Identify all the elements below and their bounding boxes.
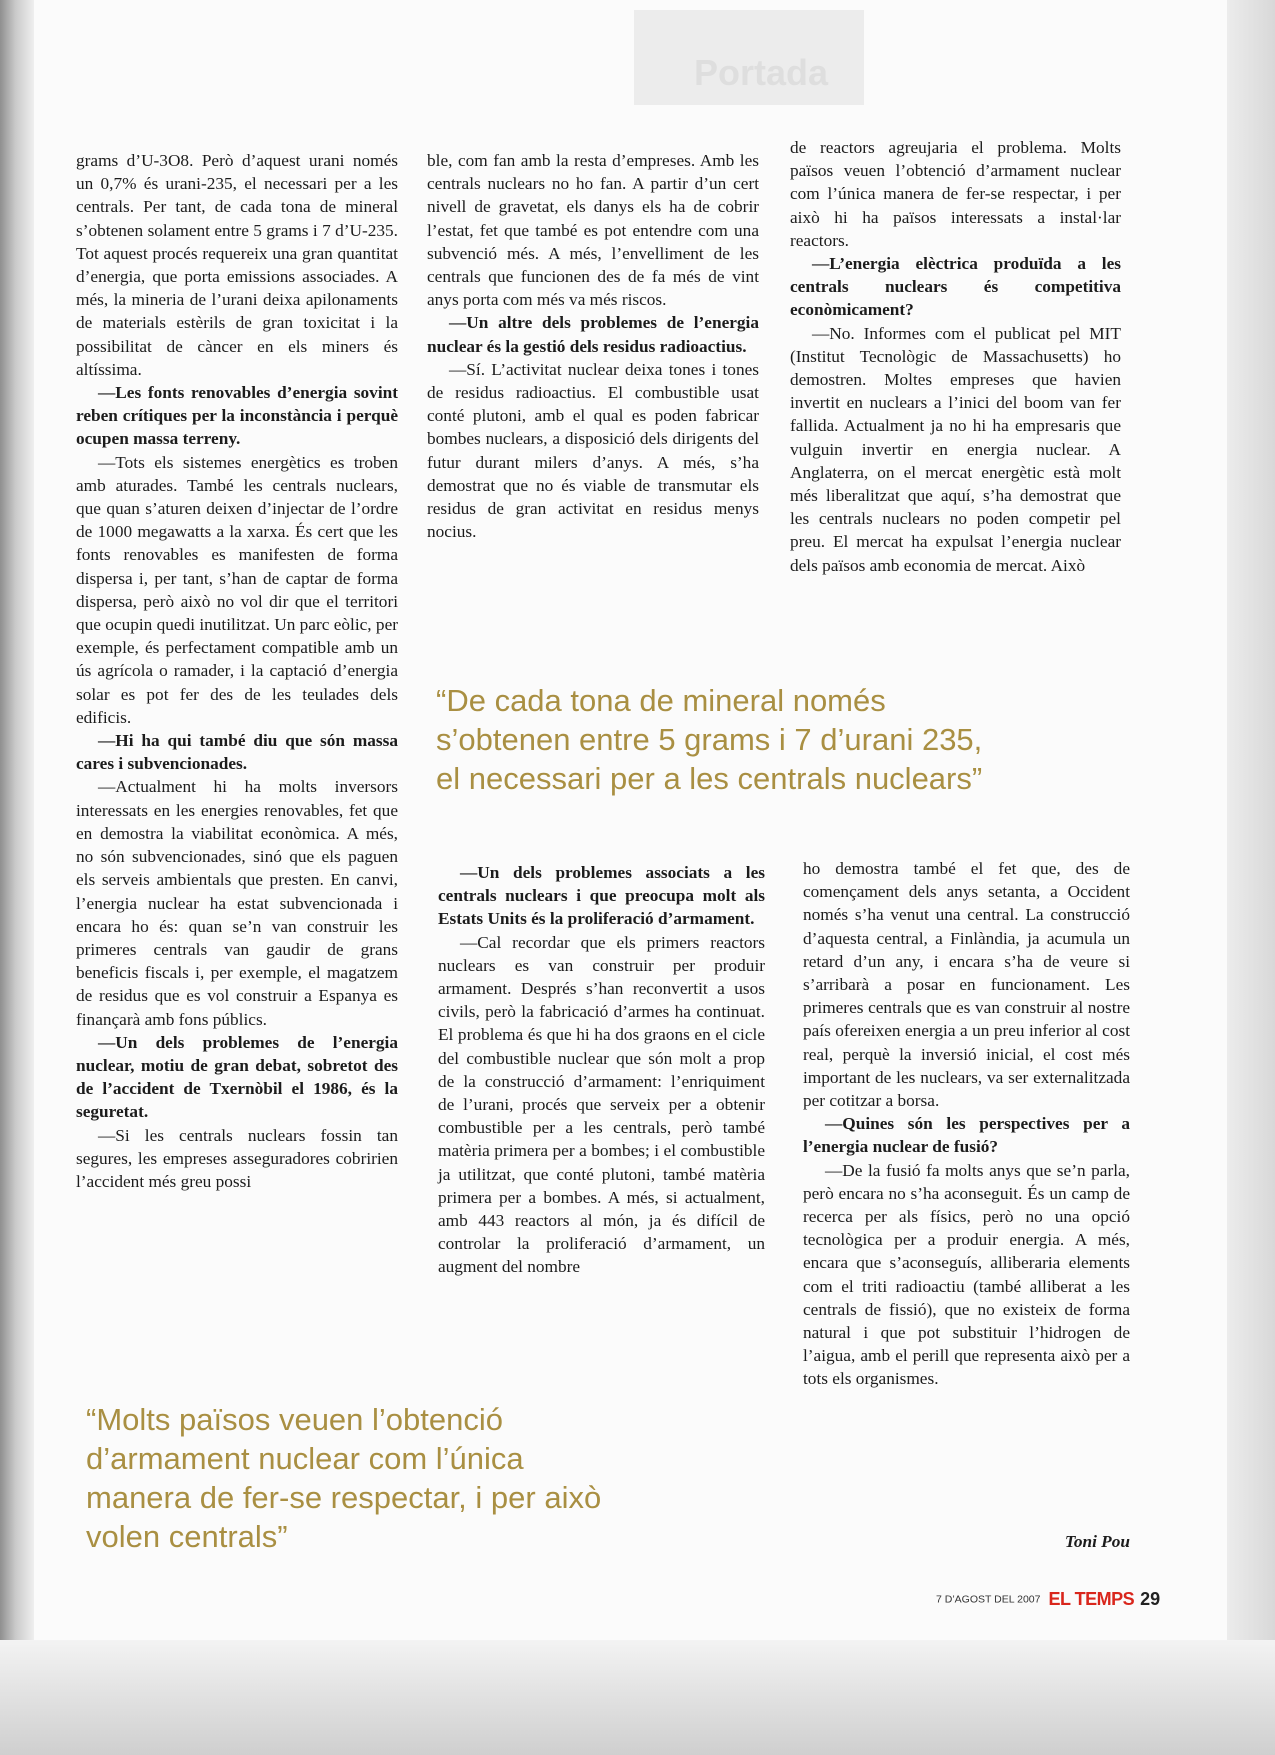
article-paragraph: —No. Informes com el publicat pel MIT (Institut Tecnològic de Massachusetts) ho demostren. Moltes empreses que havien invertit en nuclears a l’inici del boom van fer fallida. Actualment ja no hi ha empresaris que vulguin invertir en energia nuclear. A Anglaterra, on el mercat energètic està molt més liberalitzat que aquí, s’ha demostrat que les centrals nuclears no poden competir pel preu. El mercat ha expulsat l’energia nuclear dels països amb economia de mercat. Això — [790, 323, 1121, 575]
pull-quote-line: volen centrals” — [86, 1519, 288, 1554]
pull-quote-uranium — [436, 681, 1136, 798]
article-paragraph: —Tots els sistemes energètics es troben amb aturades. També les centrals nuclears, que quan s’aturen deixen d’injectar de l’ordre de 1000 megawatts a la xarxa. És cert que les fonts renovables es manifesten de forma dispersa i, per tant, s’han de captar de forma dispersa, però això no vol dir que el territori que ocupin quedi inutilitzat. Un parc eòlic, per exemple, és perfectament compatible amb un ús agrícola o ramader, i la captació d’energia solar es pot fer des de les teulades dels edificis. — [76, 452, 398, 727]
pull-quote-line: el necessari per a les centrals nuclears” — [436, 761, 983, 796]
article-paragraph: de reactors agreujaria el problema. Molts països veuen l’obtenció d’armament nuclear com l’única manera de fer-se respectar, i per això hi ha països interessats a instal·lar reactors. — [790, 138, 1121, 250]
article-column-3-top — [790, 136, 1121, 577]
interview-question: —Un dels problemes de l’energia nuclear, motiu de gran debat, sobretot des de l’accident de Txernòbil el 1986, és la seguretat. — [76, 1032, 398, 1122]
page-number: 29 — [1140, 1589, 1161, 1609]
article-signature-wrap — [803, 1518, 1130, 1553]
article-column-1 — [76, 149, 398, 1193]
pull-quote-line: “De cada tona de mineral només — [436, 683, 886, 718]
article-column-2-top — [427, 149, 759, 543]
scan-edge-right — [1227, 0, 1275, 1755]
article-column-2-bottom — [438, 861, 765, 1279]
scan-edge-bottom — [0, 1640, 1275, 1755]
pull-quote-line: manera de fer-se respectar, i per això — [86, 1480, 602, 1515]
interview-question: —L’energia elèctrica produïda a les centrals nuclears és competitiva econòmicament? — [790, 254, 1121, 320]
article-paragraph: ble, com fan amb la resta d’empreses. Amb les centrals nuclears no ho fan. A partir d’un cert nivell de gravetat, els danys els ha de cobrir l’estat, fet que també es pot entendre com una subvenció més. A més, l’envelliment de les centrals que funcionen des de fa més de vint anys porta com més va més riscos. — [427, 151, 759, 310]
article-paragraph: —De la fusió fa molts anys que se’n parla, però encara no s’ha aconseguit. És un camp de recerca per als físics, però no una opció tecnològica per a produir energia. A més, encara que s’aconseguís, alliberaria elements com el triti radioactiu (també alliberat a les centrals de fissió), que no existeix de forma natural i que pot substituir l’hidrogen de l’aigua, amb el perill que representa això per a tots els organismes. — [803, 1160, 1130, 1389]
interview-question: —Quines són les perspectives per a l’energia nuclear de fusió? — [803, 1114, 1130, 1157]
article-paragraph: —Actualment hi ha molts inversors interessats en les energies renovables, fet que en demostra la viabilitat econòmica. A més, no són subvencionades, sinó que els paguen els serveis ambientals que presten. En canvi, l’energia nuclear ha estat subvencionada i encara ho és: quan se’n van construir les primeres centrals van gaudir de grans beneficis fiscals i, per exemple, el magatzem de residus que es vol construir a Espanya es finançarà amb fons públics. — [76, 777, 398, 1029]
article-paragraph: —Si les centrals nuclears fossin tan segures, les empreses asseguradores cobririen l’accident més greu possi — [76, 1125, 398, 1191]
article-signature: Toni Pou — [1064, 1532, 1130, 1551]
pull-quote-line: s’obtenen entre 5 grams i 7 d’urani 235, — [436, 722, 983, 757]
show-through-section-label: Portada — [694, 52, 829, 93]
article-column-3-bottom — [803, 857, 1130, 1391]
scan-edge-left — [0, 0, 34, 1755]
article-paragraph: ho demostra també el fet que, des de començament dels anys setanta, a Occident només s’ha venut una central. La construcció d’aquesta central, a Finlàndia, ja acumula un retard d’un any, i encara s’ha de veure si s’arribarà a posar en funcionament. Les primeres centrals que es van construir al nostre país ofereixen energia a un preu inferior al cost real, perquè la inversió inicial, el cost més important de les nuclears, va ser externalitzada per cotitzar a borsa. — [803, 859, 1130, 1111]
pull-quote-line: “Molts països veuen l’obtenció — [86, 1402, 504, 1437]
magazine-brand: EL TEMPS — [1048, 1589, 1135, 1609]
interview-question: —Hi ha qui també diu que són massa cares i subvencionades. — [76, 731, 398, 774]
interview-question: —Les fonts renovables d’energia sovint reben crítiques per la inconstància i perquè ocupen massa terreny. — [76, 383, 398, 449]
interview-question: —Un altre dels problemes de l’energia nuclear és la gestió dels residus radioactius. — [427, 313, 759, 356]
article-paragraph: grams d’U-3O8. Però d’aquest urani només un 0,7% és urani-235, el necessari per a les centrals. Per tant, de cada tona de mineral s’obtenen solament entre 5 grams i 7 d’U-235. Tot aquest procés requereix una gran quantitat d’energia, que porta emissions associades. A més, la mineria de l’urani deixa apilonaments de materials estèrils de gran toxicitat i la possibilitat de càncer en els miners és altíssima. — [76, 151, 398, 379]
issue-date: 7 D’AGOST DEL 2007 — [936, 1593, 1041, 1606]
article-paragraph: —Sí. L’activitat nuclear deixa tones i tones de residus radioactius. El combustible usat conté plutoni, amb el qual es poden fabricar bombes nuclears, a disposició dels dirigents del futur durant milers d’anys. A més, s’ha demostrat que no és viable de transmutar els residus de gran activitat en residus menys nocius. — [427, 359, 759, 542]
pull-quote-line: d’armament nuclear com l’única — [86, 1441, 524, 1476]
page-footer — [936, 1589, 1160, 1610]
article-paragraph: —Cal recordar que els primers reactors nuclears es van construir per produir armament. Després s’han reconvertit a usos civils, però la fabricació d’armes ha continuat. El problema és que hi ha dos graons en el cicle del combustible nuclear que són molt a prop de la construcció d’armament: l’enriquiment de l’urani, procés que serveix per a obtenir combustible per a les centrals, però també matèria primera per a bombes; i el combustible ja utilitzat, que conté plutoni, també matèria primera per a bombes. A més, si actualment, amb 443 reactors al món, ja és difícil de controlar la proliferació d’armament, un augment del nombre — [438, 932, 765, 1277]
interview-question: —Un dels problemes associats a les centrals nuclears i que preocupa molt als Estats Units és la proliferació d’armament. — [438, 863, 765, 929]
pull-quote-armament — [86, 1400, 726, 1556]
